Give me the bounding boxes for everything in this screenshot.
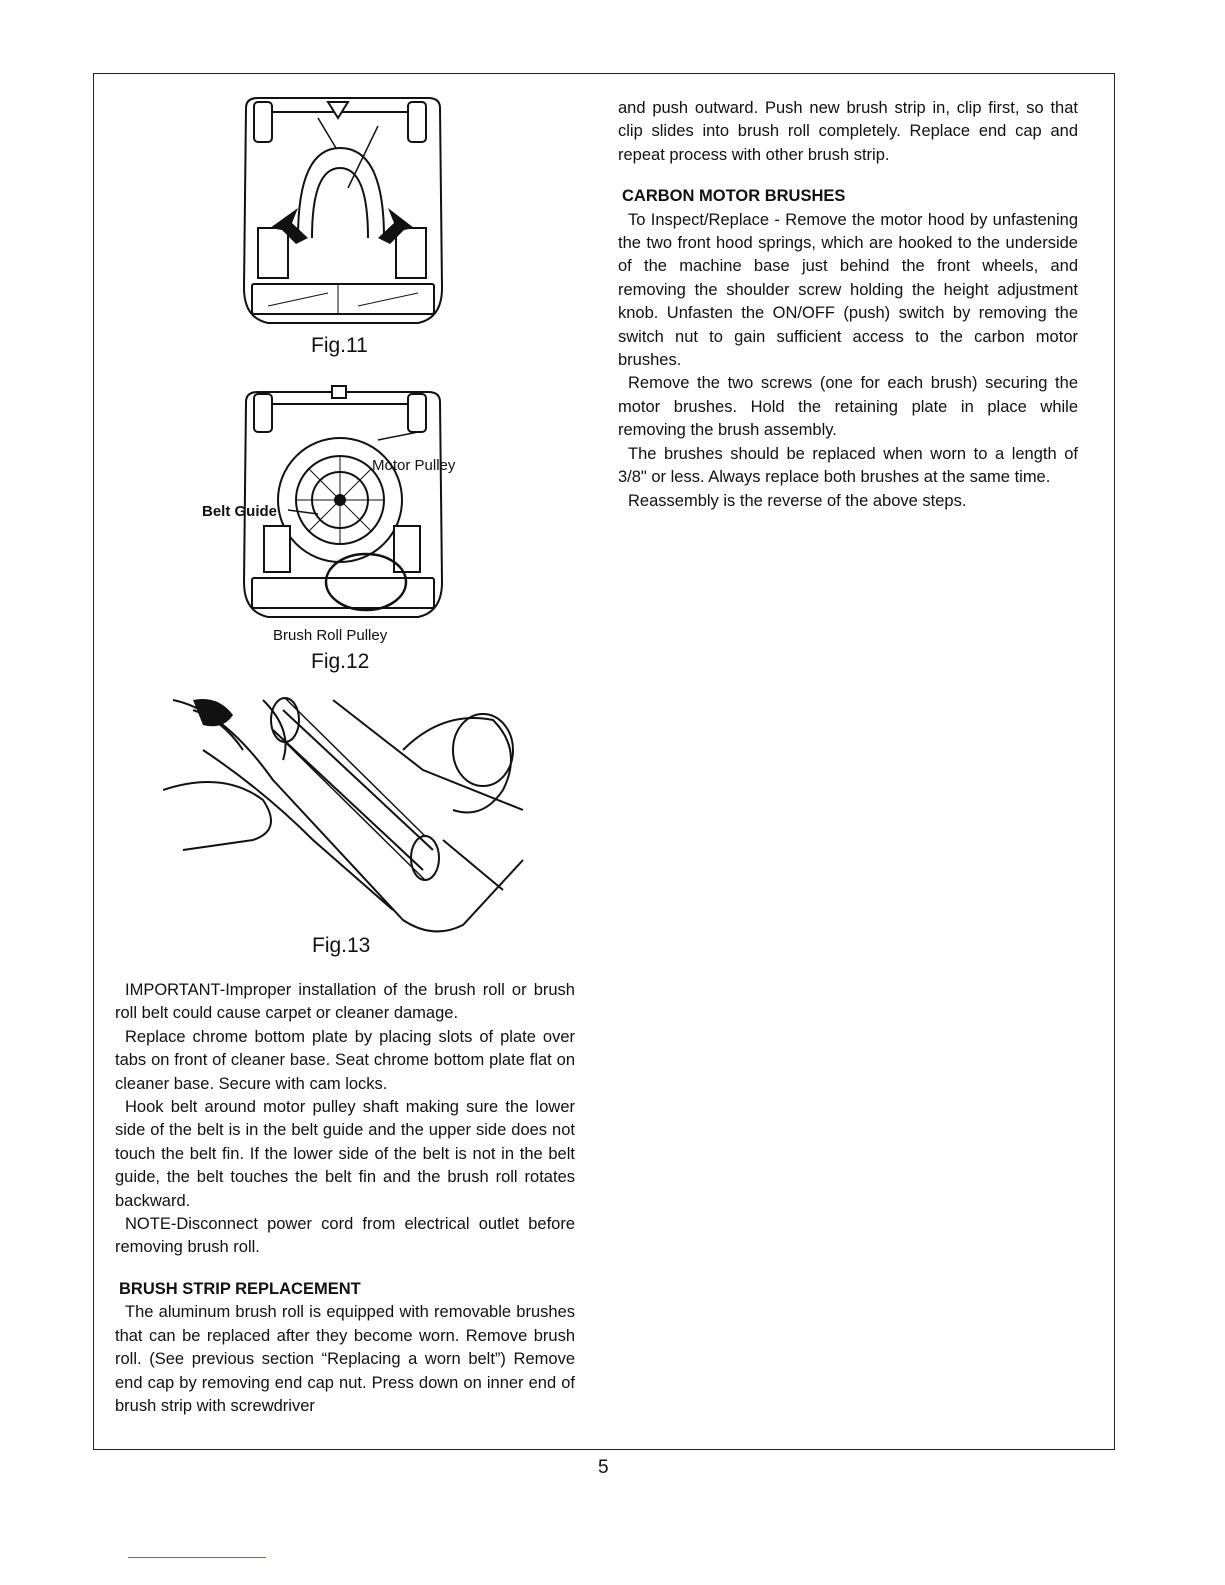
motor-pulley-label: Motor Pulley [372,457,456,474]
reassembly-paragraph: Reassembly is the reverse of the above steps. [628,491,967,510]
brush-roll-pulley-label: Brush Roll Pulley [273,627,388,644]
figure-11-illustration [228,88,458,333]
right-text-column [618,97,1078,513]
brush-strip-heading: BRUSH STRIP REPLACEMENT [119,1279,361,1298]
left-text-column [115,979,575,1418]
figure-13-caption: Fig.13 [312,934,371,957]
figure-13-illustration [163,690,533,940]
inspect-replace-paragraph: To Inspect/Replace - Remove the motor hood by unfastening the two front hood springs, which are hooked to the underside of the machine base just behind the front wheels, and removing the shoulder screw holding the height adjustment knob. Unfasten the ON/OFF (push) switch by removing the switch nut to gain sufficient access to the carbon motor brushes. [618,210,1078,370]
footer-link-underline [128,1557,266,1558]
important-paragraph: IMPORTANT-Improper installation of the brush roll or brush roll belt could cause carpet or cleaner damage. [115,981,575,1023]
figure-11-caption: Fig.11 [311,334,368,357]
note-paragraph: NOTE-Disconnect power cord from electrical outlet before removing brush roll. [115,1215,575,1257]
remove-screws-paragraph: Remove the two screws (one for each brush) securing the motor brushes. Hold the retaining plate in place while removing the brush assembly. [618,374,1078,440]
page-number: 5 [598,1457,609,1478]
carbon-brushes-heading: CARBON MOTOR BRUSHES [622,187,846,206]
belt-guide-label: Belt Guide [202,503,278,520]
figure-12-caption: Fig.12 [311,650,370,673]
replace-plate-paragraph: Replace chrome bottom plate by placing slots of plate over tabs on front of cleaner base. Seat chrome bottom plate flat on cleaner base. Secure with cam locks. [115,1027,575,1093]
brush-strip-paragraph: The aluminum brush roll is equipped with removable brushes that can be replaced after they become worn. Remove brush roll. (See previous section “Replacing a worn belt”) Remove end cap by removing end cap nut. Press down on inner end of brush strip with screwdriver [115,1303,575,1415]
continuation-paragraph: and push outward. Push new brush strip in, clip first, so that clip slides into brush roll completely. Replace end cap and repeat process with other brush strip. [618,99,1078,164]
brush-length-paragraph: The brushes should be replaced when worn to a length of 3/8" or less. Always replace both brushes at the same time. [618,444,1078,487]
hook-belt-paragraph: Hook belt around motor pulley shaft making sure the lower side of the belt is in the belt guide and the upper side does not touch the belt fin. If the lower side of the belt is not in the belt guide, the belt touches the belt fin and the brush roll rotates backward. [115,1098,575,1210]
